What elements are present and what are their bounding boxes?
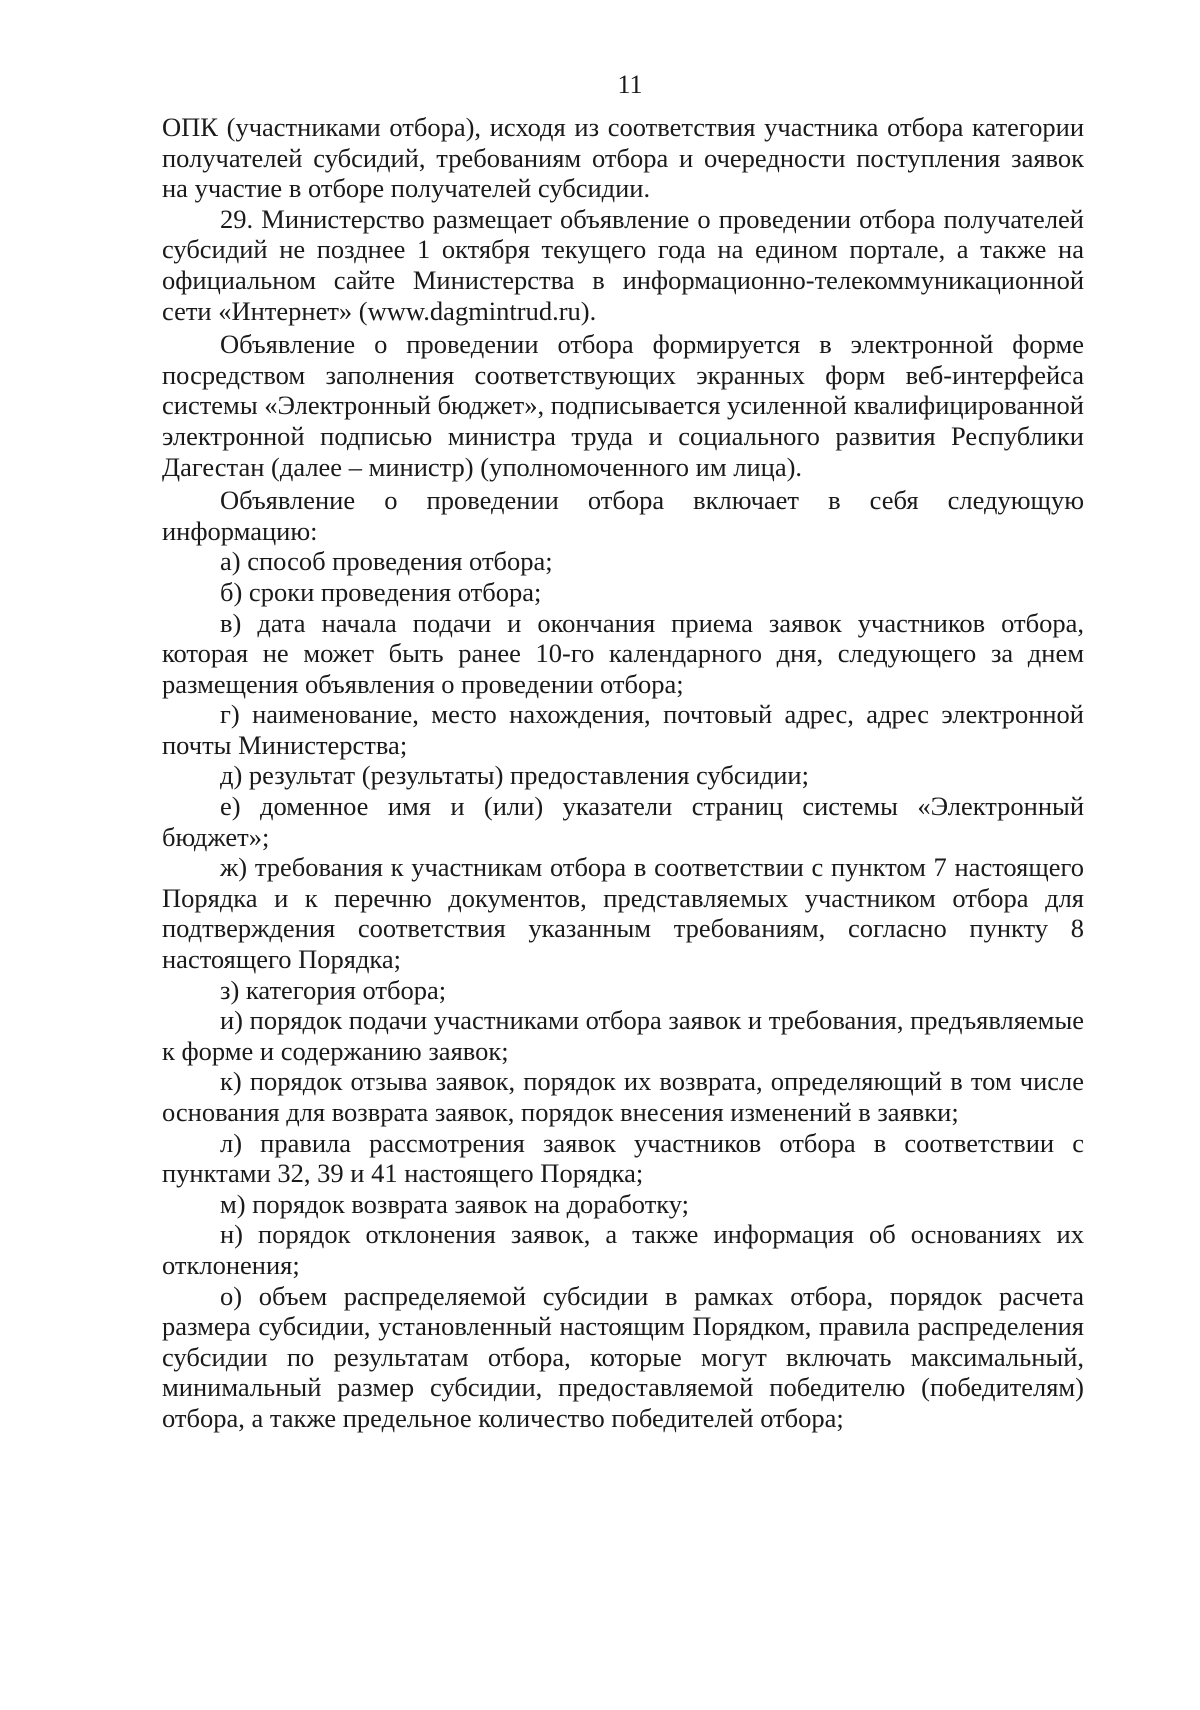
list-item: б) сроки проведения отбора; bbox=[220, 576, 542, 607]
list-item: д) результат (результаты) предоставления субсидии; bbox=[220, 760, 809, 791]
list-item: з) категория отбора; bbox=[220, 974, 447, 1005]
list-item: о) объем распределяемой субсидии в рамках отбора, порядок расчета размера субсидии, установленный настоящим Порядком, правила распределения субсидии по результатам отбора, которые могут включать максимальный, минимальный размер субсидии, предоставляемой победителю (победителям) отбора, а также предельное количество победителей отбора; bbox=[162, 1280, 1084, 1433]
list-item: к) порядок отзыва заявок, порядок их возврата, определяющий в том числе основания для возврата заявок, порядок внесения изменений в заявки; bbox=[162, 1066, 1084, 1127]
paragraph: 29. Министерство размещает объявление о проведении отбора получателей субсидий не позднее 1 октября текущего года на едином портале, а также на официальном сайте Министерства в информационно-телекоммуникационной сети «Интернет» (www.dagmintrud.ru). bbox=[162, 203, 1084, 326]
list-item: г) наименование, место нахождения, почтовый адрес, адрес электронной почты Министерства; bbox=[162, 699, 1084, 760]
list-item: а) способ проведения отбора; bbox=[220, 546, 553, 577]
list-item: в) дата начала подачи и окончания приема заявок участников отбора, которая не может быть ранее 10-го календарного дня, следующего за днем размещения объявления о проведении отбора; bbox=[162, 607, 1084, 699]
list-item: л) правила рассмотрения заявок участников отбора в соответствии с пунктами 32, 39 и 41 настоящего Порядка; bbox=[162, 1127, 1084, 1189]
list-item: е) доменное имя и (или) указатели страниц системы «Электронный бюджет»; bbox=[162, 791, 1084, 852]
list-item: н) порядок отклонения заявок, а также информация об основаниях их отклонения; bbox=[162, 1219, 1084, 1280]
list-item: и) порядок подачи участниками отбора заявок и требования, предъявляемые к форме и содержанию заявок; bbox=[162, 1005, 1085, 1066]
document-body bbox=[162, 112, 1084, 1434]
paragraph: Объявление о проведении отбора формируется в электронной форме посредством заполнения соответствующих экранных форм веб-интерфейса системы «Электронный бюджет», подписывается усиленной квалифицированной электронной подписью министра труда и социального развития Республики Дагестан (далее – министр) (уполномоченного им лица). bbox=[162, 329, 1084, 482]
list-item: м) порядок возврата заявок на доработку; bbox=[220, 1188, 690, 1219]
paragraph: ОПК (участниками отбора), исходя из соответствия участника отбора категории получателей субсидий, требованиям отбора и очередности поступления заявок на участие в отборе получателей субсидии. bbox=[162, 112, 1084, 204]
list-item: ж) требования к участникам отбора в соответствии с пунктом 7 настоящего Порядка и к перечню документов, представляемых участником отбора для подтверждения соответствия указанным требованиям, согласно пункту 8 настоящего Порядка; bbox=[162, 852, 1084, 975]
page-number: 11 bbox=[617, 70, 643, 99]
paragraph: Объявление о проведении отбора включает в себя следующую информацию: bbox=[162, 485, 1084, 546]
